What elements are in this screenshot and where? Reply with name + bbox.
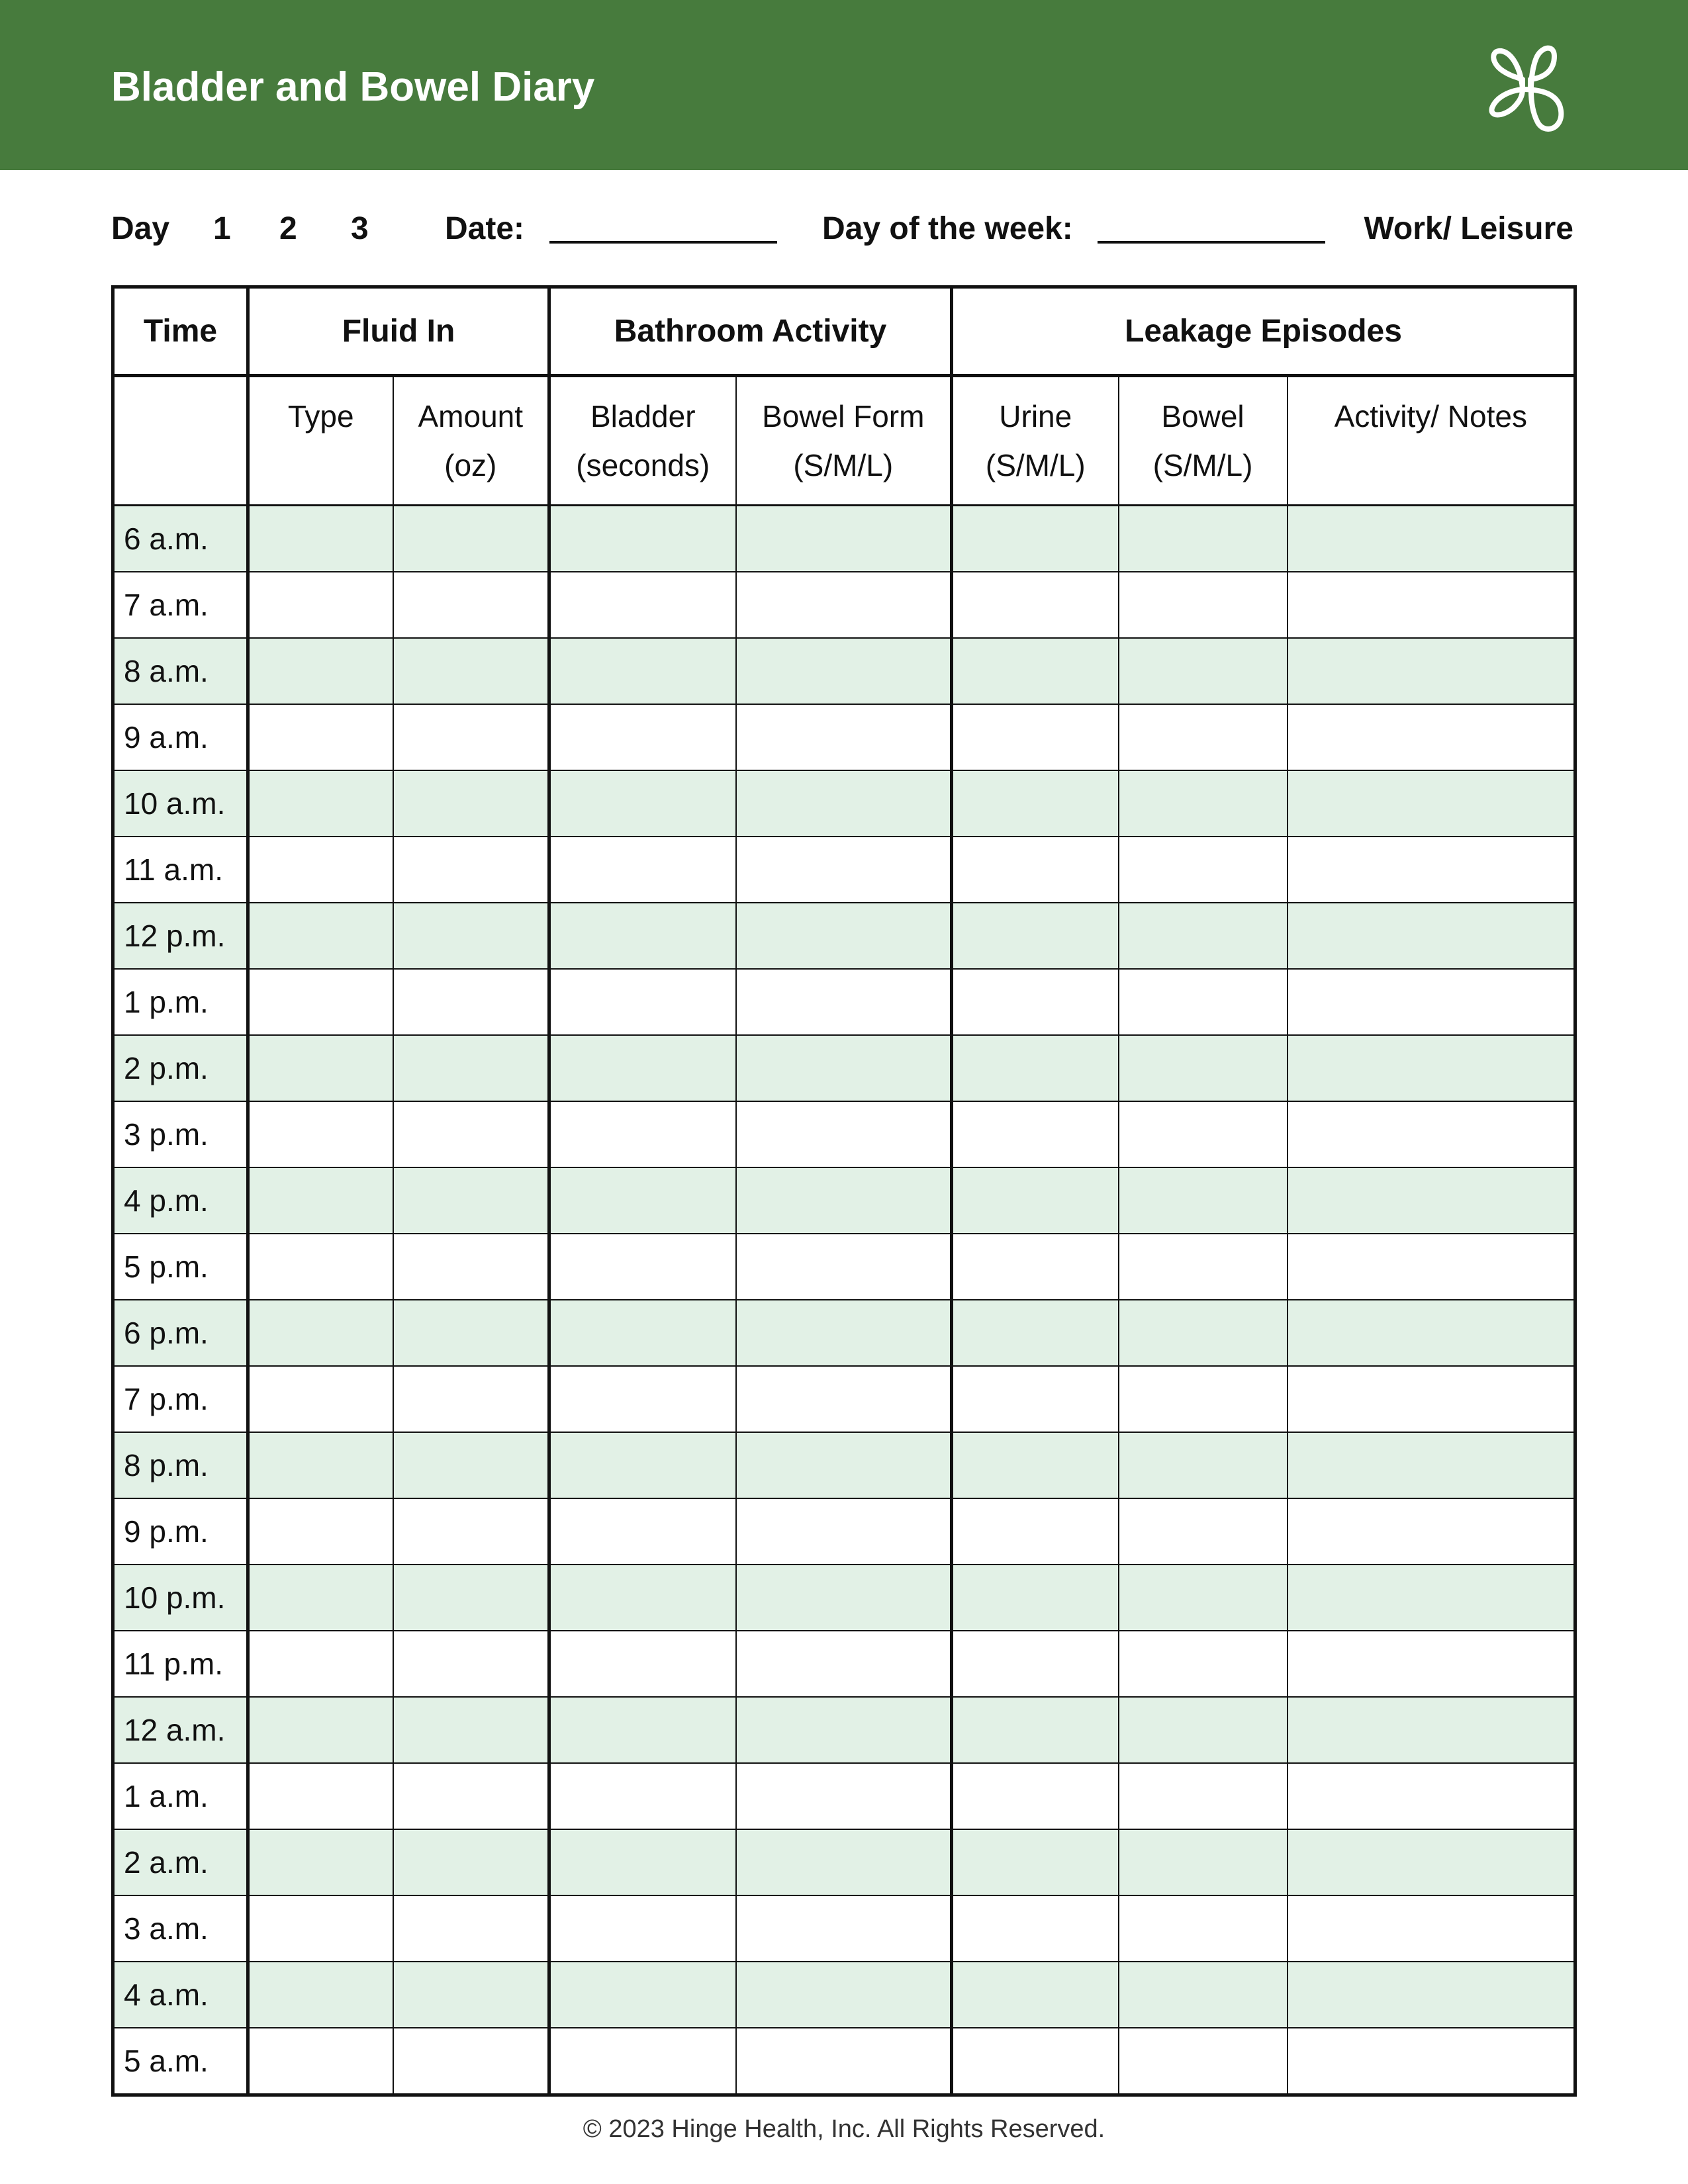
time-cell: 3 a.m.	[113, 1895, 248, 1962]
bowel-entry-cell[interactable]	[1119, 837, 1288, 903]
bladder-entry-cell[interactable]	[549, 1167, 736, 1234]
amount-entry-cell[interactable]	[393, 1631, 549, 1697]
table-row	[113, 506, 1575, 572]
bowel-form-entry-cell[interactable]	[736, 1631, 952, 1697]
time-cell: 7 a.m.	[113, 572, 248, 638]
bowel-form-entry-cell[interactable]	[736, 837, 952, 903]
time-cell: 6 a.m.	[113, 506, 248, 572]
copyright-footer: © 2023 Hinge Health, Inc. All Rights Reserved.	[583, 2115, 1105, 2143]
column-header-time-blank	[113, 376, 248, 506]
column-header-type	[248, 376, 393, 506]
column-header-line1: Bowel	[1161, 399, 1244, 433]
bladder-entry-cell[interactable]	[549, 704, 736, 770]
column-header-line2: (S/M/L)	[1152, 448, 1253, 482]
bladder-entry-cell[interactable]	[549, 1432, 736, 1498]
bowel-form-entry-cell[interactable]	[736, 638, 952, 704]
bowel-entry-cell[interactable]	[1119, 903, 1288, 969]
urine-entry-cell[interactable]	[952, 2028, 1119, 2095]
time-cell: 10 a.m.	[113, 770, 248, 837]
amount-entry-cell[interactable]	[393, 1035, 549, 1101]
bladder-entry-cell[interactable]	[549, 1366, 736, 1432]
type-entry-cell[interactable]	[248, 1962, 393, 2028]
column-header-line2: (S/M/L)	[793, 448, 894, 482]
day-option-1[interactable]: 1	[213, 211, 231, 246]
column-header-bladder	[549, 376, 736, 506]
bowel-entry-cell[interactable]	[1119, 1763, 1288, 1829]
bowel-form-entry-cell[interactable]	[736, 1498, 952, 1565]
bladder-entry-cell[interactable]	[549, 506, 736, 572]
urine-entry-cell[interactable]	[952, 837, 1119, 903]
time-cell: 6 p.m.	[113, 1300, 248, 1366]
bladder-entry-cell[interactable]	[549, 837, 736, 903]
urine-entry-cell[interactable]	[952, 1366, 1119, 1432]
table-row	[113, 1167, 1575, 1234]
table-row	[113, 1366, 1575, 1432]
bowel-entry-cell[interactable]	[1119, 572, 1288, 638]
type-entry-cell[interactable]	[248, 1631, 393, 1697]
activity-notes-entry-cell[interactable]	[1288, 1167, 1575, 1234]
bladder-entry-cell[interactable]	[549, 1631, 736, 1697]
activity-notes-entry-cell[interactable]	[1288, 506, 1575, 572]
bladder-entry-cell[interactable]	[549, 1697, 736, 1763]
urine-entry-cell[interactable]	[952, 1962, 1119, 2028]
time-cell: 10 p.m.	[113, 1565, 248, 1631]
time-cell: 12 a.m.	[113, 1697, 248, 1763]
time-cell: 8 p.m.	[113, 1432, 248, 1498]
work-leisure-label[interactable]: Work/ Leisure	[1364, 211, 1573, 246]
amount-entry-cell[interactable]	[393, 638, 549, 704]
bladder-entry-cell[interactable]	[549, 1763, 736, 1829]
amount-entry-cell[interactable]	[393, 1763, 549, 1829]
time-cell: 8 a.m.	[113, 638, 248, 704]
activity-notes-entry-cell[interactable]	[1288, 1895, 1575, 1962]
bowel-form-entry-cell[interactable]	[736, 1565, 952, 1631]
bowel-form-entry-cell[interactable]	[736, 1962, 952, 2028]
bladder-entry-cell[interactable]	[549, 1829, 736, 1895]
activity-notes-entry-cell[interactable]	[1288, 1763, 1575, 1829]
amount-entry-cell[interactable]	[393, 1234, 549, 1300]
weekday-label: Day of the week:	[822, 211, 1073, 246]
urine-entry-cell[interactable]	[952, 1035, 1119, 1101]
time-cell: 4 p.m.	[113, 1167, 248, 1234]
urine-entry-cell[interactable]	[952, 506, 1119, 572]
type-entry-cell[interactable]	[248, 1101, 393, 1167]
urine-entry-cell[interactable]	[952, 1631, 1119, 1697]
activity-notes-entry-cell[interactable]	[1288, 572, 1575, 638]
activity-notes-entry-cell[interactable]	[1288, 1035, 1575, 1101]
activity-notes-entry-cell[interactable]	[1288, 1962, 1575, 2028]
bowel-entry-cell[interactable]	[1119, 2028, 1288, 2095]
type-entry-cell[interactable]	[248, 1167, 393, 1234]
amount-entry-cell[interactable]	[393, 1829, 549, 1895]
activity-notes-entry-cell[interactable]	[1288, 770, 1575, 837]
group-header-time: Time	[113, 287, 248, 376]
activity-notes-entry-cell[interactable]	[1288, 903, 1575, 969]
amount-entry-cell[interactable]	[393, 704, 549, 770]
bowel-form-entry-cell[interactable]	[736, 969, 952, 1035]
table-row	[113, 2028, 1575, 2095]
group-header-fluid-in: Fluid In	[248, 287, 549, 376]
urine-entry-cell[interactable]	[952, 1101, 1119, 1167]
column-header-bowel-form	[736, 376, 952, 506]
type-entry-cell[interactable]	[248, 903, 393, 969]
type-entry-cell[interactable]	[248, 1432, 393, 1498]
bladder-entry-cell[interactable]	[549, 1300, 736, 1366]
type-entry-cell[interactable]	[248, 506, 393, 572]
diary-table	[111, 285, 1577, 2097]
table-row	[113, 1035, 1575, 1101]
time-cell: 2 p.m.	[113, 1035, 248, 1101]
bowel-form-entry-cell[interactable]	[736, 1300, 952, 1366]
bowel-form-entry-cell[interactable]	[736, 770, 952, 837]
bladder-entry-cell[interactable]	[549, 1962, 736, 2028]
bladder-entry-cell[interactable]	[549, 1101, 736, 1167]
table-row	[113, 903, 1575, 969]
bladder-entry-cell[interactable]	[549, 969, 736, 1035]
column-header-line1: Bladder	[590, 399, 696, 433]
bowel-entry-cell[interactable]	[1119, 1432, 1288, 1498]
activity-notes-entry-cell[interactable]	[1288, 969, 1575, 1035]
amount-entry-cell[interactable]	[393, 837, 549, 903]
activity-notes-entry-cell[interactable]	[1288, 1697, 1575, 1763]
bowel-entry-cell[interactable]	[1119, 770, 1288, 837]
urine-entry-cell[interactable]	[952, 1565, 1119, 1631]
bowel-form-entry-cell[interactable]	[736, 1234, 952, 1300]
urine-entry-cell[interactable]	[952, 1895, 1119, 1962]
column-header-line2: (oz)	[444, 448, 497, 482]
urine-entry-cell[interactable]	[952, 1167, 1119, 1234]
table-row	[113, 1300, 1575, 1366]
day-option-2[interactable]: 2	[279, 211, 297, 246]
bladder-entry-cell[interactable]	[549, 2028, 736, 2095]
column-header-line1: Type	[287, 399, 354, 433]
amount-entry-cell[interactable]	[393, 770, 549, 837]
amount-entry-cell[interactable]	[393, 1366, 549, 1432]
bowel-entry-cell[interactable]	[1119, 1167, 1288, 1234]
activity-notes-entry-cell[interactable]	[1288, 1366, 1575, 1432]
bowel-form-entry-cell[interactable]	[736, 1697, 952, 1763]
type-entry-cell[interactable]	[248, 1895, 393, 1962]
time-cell: 4 a.m.	[113, 1962, 248, 2028]
time-cell: 1 p.m.	[113, 969, 248, 1035]
bladder-entry-cell[interactable]	[549, 638, 736, 704]
time-cell: 5 p.m.	[113, 1234, 248, 1300]
bladder-entry-cell[interactable]	[549, 572, 736, 638]
activity-notes-entry-cell[interactable]	[1288, 704, 1575, 770]
bowel-entry-cell[interactable]	[1119, 1962, 1288, 2028]
table-row	[113, 1697, 1575, 1763]
bowel-form-entry-cell[interactable]	[736, 1366, 952, 1432]
bowel-entry-cell[interactable]	[1119, 1895, 1288, 1962]
table-row	[113, 1565, 1575, 1631]
amount-entry-cell[interactable]	[393, 1962, 549, 2028]
urine-entry-cell[interactable]	[952, 572, 1119, 638]
bowel-entry-cell[interactable]	[1119, 704, 1288, 770]
urine-entry-cell[interactable]	[952, 1498, 1119, 1565]
urine-entry-cell[interactable]	[952, 1697, 1119, 1763]
activity-notes-entry-cell[interactable]	[1288, 837, 1575, 903]
bowel-entry-cell[interactable]	[1119, 969, 1288, 1035]
group-header-bathroom-activity: Bathroom Activity	[549, 287, 952, 376]
table-row	[113, 1432, 1575, 1498]
bowel-form-entry-cell[interactable]	[736, 1829, 952, 1895]
time-cell: 12 p.m.	[113, 903, 248, 969]
time-cell: 2 a.m.	[113, 1829, 248, 1895]
bladder-entry-cell[interactable]	[549, 903, 736, 969]
activity-notes-entry-cell[interactable]	[1288, 638, 1575, 704]
column-header-line1: Amount	[418, 399, 524, 433]
urine-entry-cell[interactable]	[952, 1829, 1119, 1895]
page-title: Bladder and Bowel Diary	[111, 64, 595, 110]
bladder-entry-cell[interactable]	[549, 1234, 736, 1300]
table-row	[113, 770, 1575, 837]
type-entry-cell[interactable]	[248, 1829, 393, 1895]
weekday-blank-field[interactable]	[1098, 241, 1325, 244]
amount-entry-cell[interactable]	[393, 506, 549, 572]
bowel-form-entry-cell[interactable]	[736, 1895, 952, 1962]
table-row	[113, 1101, 1575, 1167]
amount-entry-cell[interactable]	[393, 1101, 549, 1167]
amount-entry-cell[interactable]	[393, 1498, 549, 1565]
table-row	[113, 1234, 1575, 1300]
bowel-entry-cell[interactable]	[1119, 1565, 1288, 1631]
bowel-entry-cell[interactable]	[1119, 506, 1288, 572]
urine-entry-cell[interactable]	[952, 704, 1119, 770]
bowel-entry-cell[interactable]	[1119, 1035, 1288, 1101]
time-cell: 1 a.m.	[113, 1763, 248, 1829]
amount-entry-cell[interactable]	[393, 1167, 549, 1234]
date-blank-field[interactable]	[549, 241, 777, 244]
bowel-form-entry-cell[interactable]	[736, 1167, 952, 1234]
amount-entry-cell[interactable]	[393, 969, 549, 1035]
bowel-form-entry-cell[interactable]	[736, 903, 952, 969]
type-entry-cell[interactable]	[248, 1697, 393, 1763]
bowel-entry-cell[interactable]	[1119, 1300, 1288, 1366]
amount-entry-cell[interactable]	[393, 2028, 549, 2095]
activity-notes-entry-cell[interactable]	[1288, 1300, 1575, 1366]
urine-entry-cell[interactable]	[952, 969, 1119, 1035]
column-header-amount	[393, 376, 549, 506]
amount-entry-cell[interactable]	[393, 1697, 549, 1763]
column-header-line1: Bowel Form	[762, 399, 925, 433]
amount-entry-cell[interactable]	[393, 1565, 549, 1631]
type-entry-cell[interactable]	[248, 1234, 393, 1300]
bowel-form-entry-cell[interactable]	[736, 1432, 952, 1498]
type-entry-cell[interactable]	[248, 1035, 393, 1101]
time-cell: 11 p.m.	[113, 1631, 248, 1697]
activity-notes-entry-cell[interactable]	[1288, 1432, 1575, 1498]
urine-entry-cell[interactable]	[952, 1300, 1119, 1366]
activity-notes-entry-cell[interactable]	[1288, 1498, 1575, 1565]
activity-notes-entry-cell[interactable]	[1288, 1101, 1575, 1167]
table-row	[113, 572, 1575, 638]
table-row	[113, 1829, 1575, 1895]
amount-entry-cell[interactable]	[393, 1895, 549, 1962]
type-entry-cell[interactable]	[248, 1300, 393, 1366]
bladder-entry-cell[interactable]	[549, 770, 736, 837]
amount-entry-cell[interactable]	[393, 1432, 549, 1498]
date-label: Date:	[445, 211, 525, 246]
urine-entry-cell[interactable]	[952, 770, 1119, 837]
type-entry-cell[interactable]	[248, 1498, 393, 1565]
time-cell: 3 p.m.	[113, 1101, 248, 1167]
bowel-entry-cell[interactable]	[1119, 1366, 1288, 1432]
table-row	[113, 704, 1575, 770]
column-header-line1: Activity/ Notes	[1334, 399, 1527, 433]
column-header-line1: Urine	[999, 399, 1072, 433]
time-cell: 7 p.m.	[113, 1366, 248, 1432]
hinge-health-logo-icon	[1483, 36, 1582, 136]
column-header-bowel	[1119, 376, 1288, 506]
time-cell: 5 a.m.	[113, 2028, 248, 2095]
column-header-line2: (S/M/L)	[985, 448, 1086, 482]
urine-entry-cell[interactable]	[952, 903, 1119, 969]
day-info-line	[111, 210, 1573, 257]
bowel-entry-cell[interactable]	[1119, 1498, 1288, 1565]
urine-entry-cell[interactable]	[952, 1432, 1119, 1498]
bowel-entry-cell[interactable]	[1119, 1631, 1288, 1697]
table-row	[113, 837, 1575, 903]
type-entry-cell[interactable]	[248, 969, 393, 1035]
bladder-entry-cell[interactable]	[549, 1565, 736, 1631]
type-entry-cell[interactable]	[248, 2028, 393, 2095]
amount-entry-cell[interactable]	[393, 1300, 549, 1366]
bowel-form-entry-cell[interactable]	[736, 1763, 952, 1829]
bowel-form-entry-cell[interactable]	[736, 704, 952, 770]
bladder-entry-cell[interactable]	[549, 1498, 736, 1565]
activity-notes-entry-cell[interactable]	[1288, 1829, 1575, 1895]
table-row	[113, 1962, 1575, 2028]
urine-entry-cell[interactable]	[952, 1763, 1119, 1829]
bowel-entry-cell[interactable]	[1119, 1697, 1288, 1763]
bowel-form-entry-cell[interactable]	[736, 1035, 952, 1101]
time-cell: 11 a.m.	[113, 837, 248, 903]
type-entry-cell[interactable]	[248, 1366, 393, 1432]
bladder-entry-cell[interactable]	[549, 1035, 736, 1101]
bowel-form-entry-cell[interactable]	[736, 1101, 952, 1167]
type-entry-cell[interactable]	[248, 572, 393, 638]
column-header-line2: (seconds)	[576, 448, 710, 482]
urine-entry-cell[interactable]	[952, 1234, 1119, 1300]
day-option-3[interactable]: 3	[351, 211, 369, 246]
type-entry-cell[interactable]	[248, 770, 393, 837]
column-header-urine	[952, 376, 1119, 506]
type-entry-cell[interactable]	[248, 704, 393, 770]
table-row	[113, 1498, 1575, 1565]
table-row	[113, 1631, 1575, 1697]
amount-entry-cell[interactable]	[393, 903, 549, 969]
bowel-form-entry-cell[interactable]	[736, 2028, 952, 2095]
urine-entry-cell[interactable]	[952, 638, 1119, 704]
bowel-entry-cell[interactable]	[1119, 1234, 1288, 1300]
header-banner	[0, 0, 1688, 170]
day-label: Day	[111, 211, 170, 246]
column-header-activity-notes	[1288, 376, 1575, 506]
type-entry-cell[interactable]	[248, 1763, 393, 1829]
group-header-leakage-episodes: Leakage Episodes	[952, 287, 1575, 376]
bowel-form-entry-cell[interactable]	[736, 506, 952, 572]
time-cell: 9 p.m.	[113, 1498, 248, 1565]
bladder-entry-cell[interactable]	[549, 1895, 736, 1962]
activity-notes-entry-cell[interactable]	[1288, 1631, 1575, 1697]
bowel-entry-cell[interactable]	[1119, 638, 1288, 704]
activity-notes-entry-cell[interactable]	[1288, 1565, 1575, 1631]
table-row	[113, 638, 1575, 704]
time-cell: 9 a.m.	[113, 704, 248, 770]
activity-notes-entry-cell[interactable]	[1288, 1234, 1575, 1300]
table-row	[113, 969, 1575, 1035]
activity-notes-entry-cell[interactable]	[1288, 2028, 1575, 2095]
bowel-entry-cell[interactable]	[1119, 1829, 1288, 1895]
amount-entry-cell[interactable]	[393, 572, 549, 638]
table-row	[113, 1895, 1575, 1962]
table-row	[113, 1763, 1575, 1829]
type-entry-cell[interactable]	[248, 638, 393, 704]
type-entry-cell[interactable]	[248, 837, 393, 903]
bowel-form-entry-cell[interactable]	[736, 572, 952, 638]
type-entry-cell[interactable]	[248, 1565, 393, 1631]
bowel-entry-cell[interactable]	[1119, 1101, 1288, 1167]
